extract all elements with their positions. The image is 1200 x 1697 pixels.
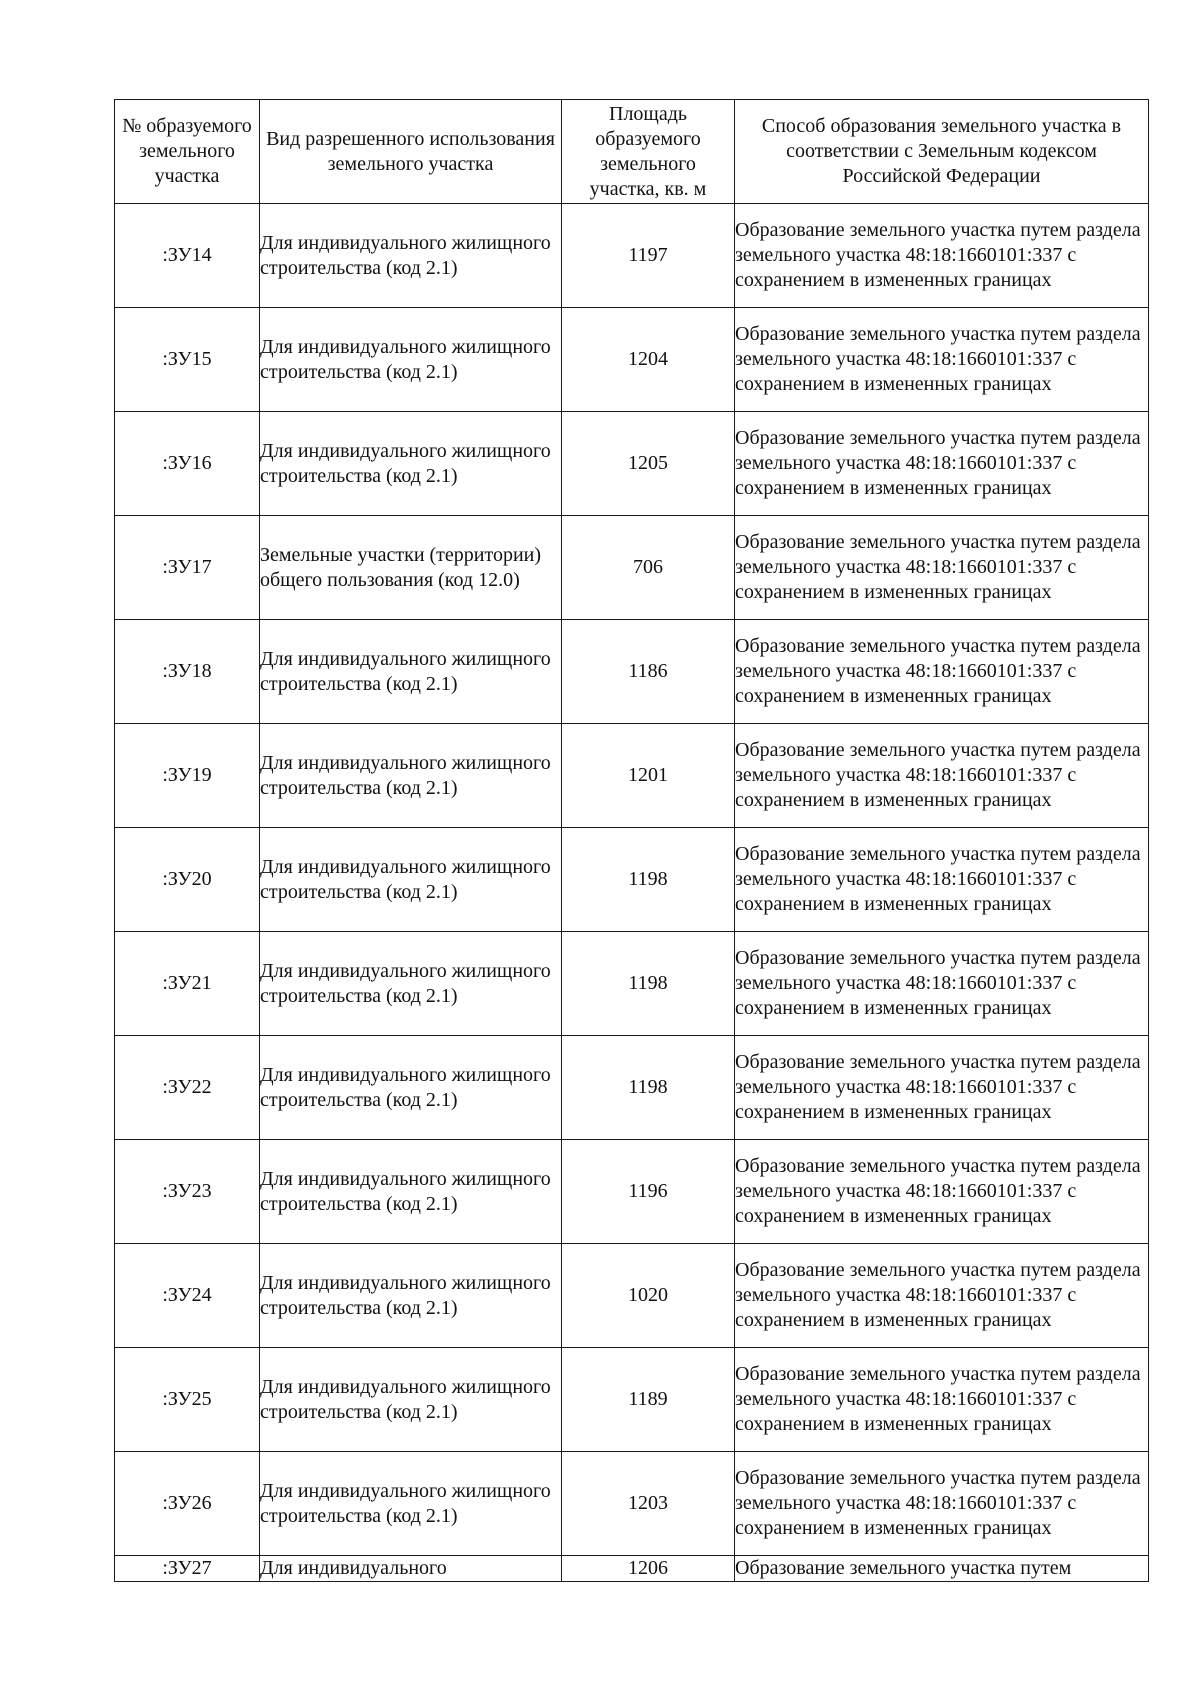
parcel-id: :ЗУ23 <box>115 1140 260 1244</box>
permitted-use: Для индивидуального жилищного строительства (код 2.1) <box>260 412 562 516</box>
table-row <box>115 204 1149 308</box>
parcel-area: 706 <box>562 516 735 620</box>
parcel-id: :ЗУ20 <box>115 828 260 932</box>
parcel-id: :ЗУ26 <box>115 1452 260 1556</box>
formation-method: Образование земельного участка путем раздела земельного участка 48:18:1660101:337 с сохранением в измененных границах <box>735 1036 1149 1140</box>
parcel-area: 1201 <box>562 724 735 828</box>
table-row <box>115 1140 1149 1244</box>
formation-method: Образование земельного участка путем раздела земельного участка 48:18:1660101:337 с сохранением в измененных границах <box>735 620 1149 724</box>
permitted-use: Для индивидуального жилищного строительства (код 2.1) <box>260 1140 562 1244</box>
formation-method: Образование земельного участка путем раздела земельного участка 48:18:1660101:337 с сохранением в измененных границах <box>735 308 1149 412</box>
parcel-area: 1189 <box>562 1348 735 1452</box>
parcel-id: :ЗУ21 <box>115 932 260 1036</box>
table-row <box>115 1556 1149 1582</box>
parcel-area: 1197 <box>562 204 735 308</box>
parcel-id: :ЗУ27 <box>115 1556 260 1582</box>
permitted-use: Для индивидуального жилищного строительства (код 2.1) <box>260 1348 562 1452</box>
parcel-id: :ЗУ14 <box>115 204 260 308</box>
permitted-use: Для индивидуального жилищного строительства (код 2.1) <box>260 620 562 724</box>
parcel-id: :ЗУ24 <box>115 1244 260 1348</box>
header-area: Площадь образуемого земельного участка, кв. м <box>562 100 735 204</box>
parcel-id: :ЗУ18 <box>115 620 260 724</box>
parcel-area: 1204 <box>562 308 735 412</box>
formation-method: Образование земельного участка путем раздела земельного участка 48:18:1660101:337 с сохранением в измененных границах <box>735 516 1149 620</box>
table-row <box>115 516 1149 620</box>
parcel-id: :ЗУ15 <box>115 308 260 412</box>
parcel-id: :ЗУ19 <box>115 724 260 828</box>
permitted-use: Для индивидуального жилищного строительства (код 2.1) <box>260 308 562 412</box>
permitted-use: Для индивидуального <box>260 1556 562 1582</box>
permitted-use: Для индивидуального жилищного строительства (код 2.1) <box>260 1244 562 1348</box>
table-row <box>115 932 1149 1036</box>
permitted-use: Для индивидуального жилищного строительства (код 2.1) <box>260 724 562 828</box>
parcel-area: 1203 <box>562 1452 735 1556</box>
table-row <box>115 828 1149 932</box>
table-body <box>115 204 1149 1582</box>
parcel-area: 1205 <box>562 412 735 516</box>
parcel-area: 1020 <box>562 1244 735 1348</box>
permitted-use: Земельные участки (территории) общего пользования (код 12.0) <box>260 516 562 620</box>
formation-method: Образование земельного участка путем раздела земельного участка 48:18:1660101:337 с сохранением в измененных границах <box>735 828 1149 932</box>
header-permitted-use: Вид разрешенного использования земельного участка <box>260 100 562 204</box>
header-formation-method: Способ образования земельного участка в соответствии с Земельным кодексом Российской Федерации <box>735 100 1149 204</box>
parcel-id: :ЗУ16 <box>115 412 260 516</box>
table-row <box>115 1348 1149 1452</box>
formation-method: Образование земельного участка путем раздела земельного участка 48:18:1660101:337 с сохранением в измененных границах <box>735 204 1149 308</box>
formation-method: Образование земельного участка путем раздела земельного участка 48:18:1660101:337 с сохранением в измененных границах <box>735 724 1149 828</box>
formation-method: Образование земельного участка путем раздела земельного участка 48:18:1660101:337 с сохранением в измененных границах <box>735 1140 1149 1244</box>
table-row <box>115 1244 1149 1348</box>
land-parcels-table <box>114 99 1149 1582</box>
table-row <box>115 308 1149 412</box>
parcel-area: 1198 <box>562 932 735 1036</box>
table-row <box>115 620 1149 724</box>
parcel-area: 1186 <box>562 620 735 724</box>
parcel-area: 1196 <box>562 1140 735 1244</box>
parcel-id: :ЗУ17 <box>115 516 260 620</box>
table-row <box>115 1036 1149 1140</box>
formation-method: Образование земельного участка путем раздела земельного участка 48:18:1660101:337 с сохранением в измененных границах <box>735 932 1149 1036</box>
permitted-use: Для индивидуального жилищного строительства (код 2.1) <box>260 1452 562 1556</box>
table-row <box>115 724 1149 828</box>
parcel-area: 1198 <box>562 828 735 932</box>
permitted-use: Для индивидуального жилищного строительства (код 2.1) <box>260 828 562 932</box>
permitted-use: Для индивидуального жилищного строительства (код 2.1) <box>260 204 562 308</box>
header-parcel-number: № образуемого земельного участка <box>115 100 260 204</box>
formation-method: Образование земельного участка путем <box>735 1556 1149 1582</box>
header-row <box>115 100 1149 204</box>
parcel-area: 1206 <box>562 1556 735 1582</box>
formation-method: Образование земельного участка путем раздела земельного участка 48:18:1660101:337 с сохранением в измененных границах <box>735 412 1149 516</box>
permitted-use: Для индивидуального жилищного строительства (код 2.1) <box>260 1036 562 1140</box>
permitted-use: Для индивидуального жилищного строительства (код 2.1) <box>260 932 562 1036</box>
formation-method: Образование земельного участка путем раздела земельного участка 48:18:1660101:337 с сохранением в измененных границах <box>735 1244 1149 1348</box>
formation-method: Образование земельного участка путем раздела земельного участка 48:18:1660101:337 с сохранением в измененных границах <box>735 1348 1149 1452</box>
table-header <box>115 100 1149 204</box>
formation-method: Образование земельного участка путем раздела земельного участка 48:18:1660101:337 с сохранением в измененных границах <box>735 1452 1149 1556</box>
parcel-id: :ЗУ25 <box>115 1348 260 1452</box>
table-row <box>115 1452 1149 1556</box>
parcel-area: 1198 <box>562 1036 735 1140</box>
parcel-id: :ЗУ22 <box>115 1036 260 1140</box>
table-row <box>115 412 1149 516</box>
